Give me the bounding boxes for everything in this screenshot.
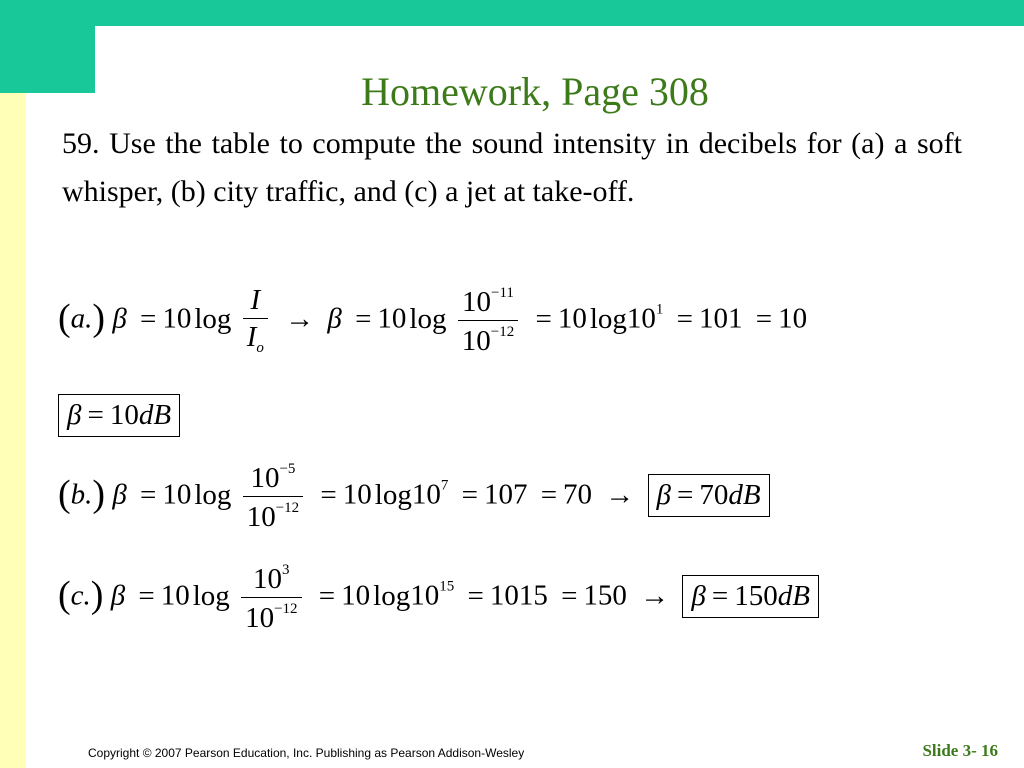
fraction-i-over-io: $\frac{I}{I_o}$ [243,286,268,356]
fraction-b: $\frac{10^{-5}}{10^{-12}}$ [243,462,303,532]
result-box-b: β = 70dB [648,474,770,517]
top-accent-bar [95,0,1024,26]
part-c-label: c. [70,579,91,612]
slide-number: Slide 3- 16 [922,741,998,760]
problem-statement: 59. Use the table to compute the sound intensity in decibels for (a) a soft whisper, (b) city traffic, and (c) a jet at take-off. [62,127,962,208]
result-box-c: β = 150dB [682,575,819,618]
copyright-notice: Copyright © 2007 Pearson Education, Inc. Publishing as Pearson Addison-Wesley [88,746,525,760]
beta-symbol: β [112,302,127,335]
fraction-a: $\frac{10^{-11}}{10^{-12}}$ [458,286,518,356]
equation-part-a: (a.) β = 10 log $\frac{I}{I_o}$ → β = 10 log $\frac{10^{-11}}{10^{-12}}$ = 10 $\log 10^1 = 101 = 10$ [58,284,808,357]
part-b-label: b. [70,478,93,511]
equation-part-c: (c.) β = 10 log $\frac{10^3}{10^{-12}}$ = 10 $\log 10^{15} = 1015 = 150 \to \beta = 150dB$ [58,563,819,633]
fraction-c: $\frac{10^3}{10^{-12}}$ [241,563,301,633]
slide-title: Homework, Page 308 [361,69,709,114]
left-accent-strip [0,93,26,768]
equation-part-b: (b.) β = 10 log $\frac{10^{-5}}{10^{-12}}$ = 10 $\log 10^7 = 107 = 70 \to \beta = 70dB$ [58,462,770,532]
part-a-label: a. [70,302,93,335]
result-box-a: β = 10dB [58,394,180,437]
